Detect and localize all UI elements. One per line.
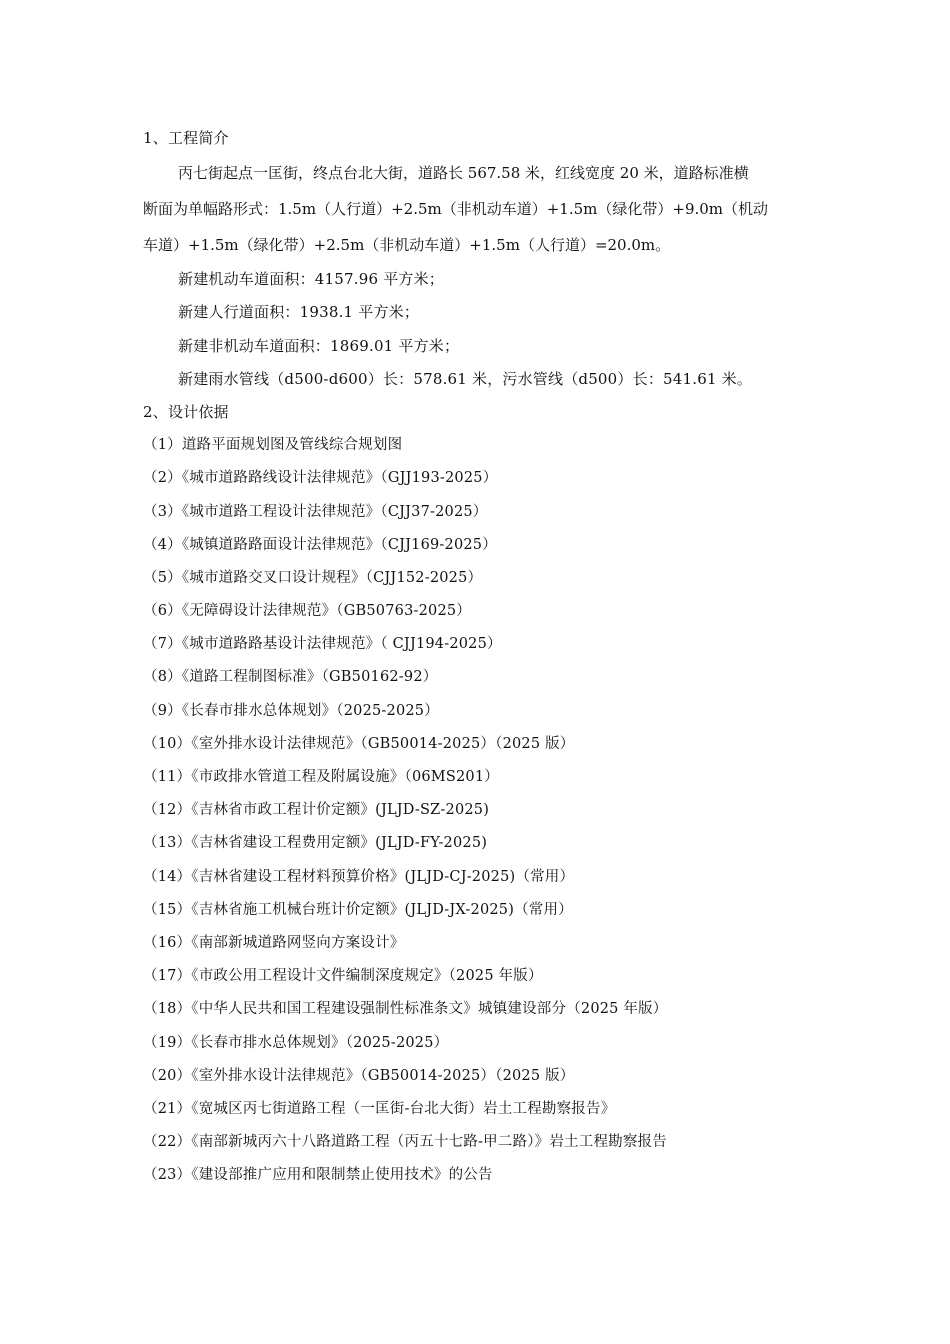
reference-item: （9）《长春市排水总体规划》（2025-2025） xyxy=(143,702,439,719)
reference-item: （23）《建设部推广应用和限制禁止使用技术》的公告 xyxy=(143,1167,493,1184)
reference-item: （12）《吉林省市政工程计价定额》(JLJD-SZ-2025) xyxy=(143,802,490,819)
reference-list xyxy=(143,429,813,1192)
section-heading-project-intro: 1、工程简介 xyxy=(143,129,229,147)
reference-item: （8）《道路工程制图标准》（GB50162-92） xyxy=(143,669,438,686)
reference-item: （20）《室外排水设计法律规范》（GB50014-2025）（2025 版） xyxy=(143,1067,575,1084)
area-item: 新建人行道面积：1938.1 平方米； xyxy=(178,303,420,322)
paragraph-line: 车道）+1.5m（绿化带）+2.5m（非机动车道）+1.5m（人行道）=20.0m。 xyxy=(143,236,671,255)
reference-item: （17）《市政公用工程设计文件编制深度规定》（2025 年版） xyxy=(143,968,543,985)
reference-item: （7）《城市道路路基设计法律规范》（ CJJ194-2025） xyxy=(143,636,502,653)
reference-item: （22）《南部新城丙六十八路道路工程（丙五十七路-甲二路）》岩土工程勘察报告 xyxy=(143,1134,667,1151)
paragraph-line: 丙七街起点一匡街，终点台北大街，道路长 567.58 米，红线宽度 20 米，道路标准横 xyxy=(178,164,749,183)
area-item: 新建非机动车道面积：1869.01 平方米； xyxy=(178,336,460,355)
project-intro-paragraph xyxy=(143,155,813,263)
reference-item: （14）《吉林省建设工程材料预算价格》(JLJD-CJ-2025)（常用） xyxy=(143,868,575,885)
reference-item: （16）《南部新城道路网竖向方案设计》 xyxy=(143,934,405,951)
reference-item: （18）《中华人民共和国工程建设强制性标准条文》城镇建设部分（2025 年版） xyxy=(143,1001,668,1018)
section-heading-design-basis: 2、设计依据 xyxy=(143,402,229,421)
reference-item: （3）《城市道路工程设计法律规范》（CJJ37-2025） xyxy=(143,503,488,520)
reference-item: （19）《长春市排水总体规划》（2025-2025） xyxy=(143,1034,449,1051)
pipeline-item: 新建雨水管线（d500-d600）长：578.61 米，污水管线（d500）长：541.61 米。 xyxy=(178,369,753,388)
reference-item: （2）《城市道路路线设计法律规范》（GJJ193-2025） xyxy=(143,470,498,487)
reference-item: （6）《无障碍设计法律规范》（GB50763-2025） xyxy=(143,603,471,620)
paragraph-line: 断面为单幅路形式：1.5m（人行道）+2.5m（非机动车道）+1.5m（绿化带）+9.0m（机动 xyxy=(143,200,769,219)
reference-item: （11）《市政排水管道工程及附属设施》（06MS201） xyxy=(143,769,499,785)
reference-item: （1）道路平面规划图及管线综合规划图 xyxy=(143,437,403,454)
reference-item: （5）《城市道路交叉口设计规程》（CJJ152-2025） xyxy=(143,569,483,586)
document-body xyxy=(143,122,813,1192)
reference-item: （13）《吉林省建设工程费用定额》(JLJD-FY-2025) xyxy=(143,835,488,852)
reference-item: （15）《吉林省施工机械台班计价定额》(JLJD-JX-2025)（常用） xyxy=(143,901,573,918)
reference-item: （10）《室外排水设计法律规范》（GB50014-2025）（2025 版） xyxy=(143,735,575,752)
reference-item: （21）《宽城区丙七街道路工程（一匡街-台北大街）岩土工程勘察报告》 xyxy=(143,1100,616,1117)
reference-item: （4）《城镇道路路面设计法律规范》（CJJ169-2025） xyxy=(143,536,497,553)
area-item: 新建机动车道面积：4157.96 平方米； xyxy=(178,270,444,289)
